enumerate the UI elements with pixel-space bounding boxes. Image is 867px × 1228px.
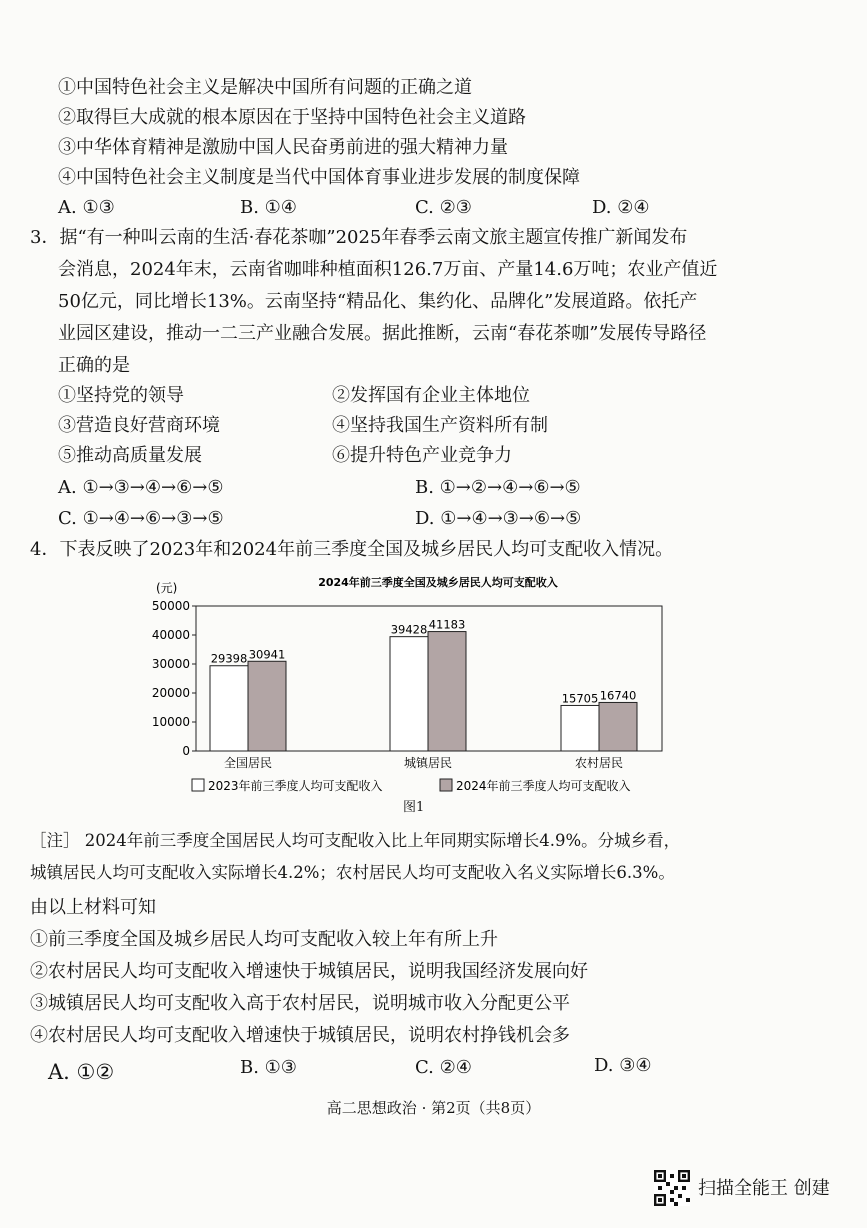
q4-item: ②农村居民人均可支配收入增速快于城镇居民，说明我国经济发展向好	[30, 961, 588, 982]
q4-note: 城镇居民人均可支配收入实际增长4.2%；农村居民人均可支配收入名义实际增长6.3%。	[30, 863, 675, 882]
y-tick-label: 0	[182, 744, 190, 758]
q3-item: ①坚持党的领导	[58, 385, 184, 406]
legend-label: 2023年前三季度人均可支配收入	[208, 779, 383, 793]
q2-item: ③中华体育精神是激励中国人民奋勇前进的强大精神力量	[58, 137, 508, 158]
data-label: 39428	[390, 622, 428, 637]
q4-item: ①前三季度全国及城乡居民人均可支配收入较上年有所上升	[30, 929, 498, 950]
q4-item: ③城镇居民人均可支配收入高于农村居民，说明城市收入分配更公平	[30, 993, 570, 1014]
q2-item: ①中国特色社会主义是解决中国所有问题的正确之道	[58, 77, 472, 98]
q4-option-c: C. ②④	[415, 1057, 472, 1078]
figure-caption: 图1	[403, 800, 425, 815]
data-label: 16740	[599, 688, 637, 703]
bar	[561, 705, 599, 751]
q4-note: ［注］ 2024年前三季度全国居民人均可支配收入比上年同期实际增长4.9%。分城乡看，	[30, 831, 681, 850]
category-label: 全国居民	[223, 756, 273, 770]
q3-stem: 3．据“有一种叫云南的生活·春花茶咖”2025年春季云南文旅主题宣传推广新闻发布	[30, 227, 688, 248]
q2-option-a: A. ①③	[58, 197, 115, 218]
legend-swatch	[192, 779, 204, 791]
category-label: 农村居民	[574, 756, 624, 770]
y-axis-unit: (元)	[156, 581, 178, 595]
q3-stem: 会消息，2024年末，云南省咖啡种植面积126.7万亩、产量14.6万吨；农业产值近	[58, 259, 718, 280]
y-tick-label: 50000	[151, 599, 190, 613]
chart-title: 2024年前三季度全国及城乡居民人均可支配收入	[318, 576, 558, 589]
q3-option-d: D. ①→④→③→⑥→⑤	[415, 508, 582, 529]
q3-stem: 50亿元，同比增长13%。云南坚持“精品化、集约化、品牌化”发展道路。依托产	[58, 291, 698, 312]
bar	[599, 702, 637, 751]
q3-option-a: A. ①→③→④→⑥→⑤	[58, 477, 224, 498]
income-bar-chart	[148, 568, 668, 828]
q2-option-b: B. ①④	[240, 197, 297, 218]
q3-item: ②发挥国有企业主体地位	[332, 385, 530, 406]
q4-option-b: B. ①③	[240, 1057, 297, 1078]
y-tick-label: 10000	[151, 715, 190, 729]
q2-option-c: C. ②③	[415, 197, 472, 218]
q3-item: ⑤推动高质量发展	[58, 445, 202, 466]
q3-stem: 业园区建设，推动一二三产业融合发展。据此推断，云南“春花茶咖”发展传导路径	[58, 323, 707, 344]
q4-item: ④农村居民人均可支配收入增速快于城镇居民，说明农村挣钱机会多	[30, 1025, 570, 1046]
data-label: 30941	[248, 647, 286, 662]
data-label: 29398	[210, 651, 248, 666]
bar	[248, 661, 286, 751]
bar	[428, 632, 466, 751]
q4-option-a: A. ①②	[48, 1060, 115, 1084]
data-label: 15705	[561, 691, 599, 706]
y-tick-label: 20000	[151, 686, 190, 700]
page-footer: 高二思想政治 · 第2页（共8页）	[326, 1099, 541, 1117]
q2-item: ④中国特色社会主义制度是当代中国体育事业进步发展的制度保障	[58, 167, 580, 188]
y-tick-label: 30000	[151, 657, 190, 671]
q3-item: ④坚持我国生产资料所有制	[332, 415, 548, 436]
scanner-watermark: 扫描全能王 创建	[698, 1178, 830, 1199]
q2-option-d: D. ②④	[592, 197, 650, 218]
q4-option-d: D. ③④	[594, 1055, 652, 1076]
legend-swatch	[440, 779, 452, 791]
category-label: 城镇居民	[403, 756, 453, 770]
bar	[390, 637, 428, 751]
q4-stem: 4．下表反映了2023年和2024年前三季度全国及城乡居民人均可支配收入情况。	[30, 539, 674, 560]
y-tick-label: 40000	[151, 628, 190, 642]
q3-option-c: C. ①→④→⑥→③→⑤	[58, 508, 224, 529]
q3-option-b: B. ①→②→④→⑥→⑤	[415, 477, 581, 498]
q3-item: ⑥提升特色产业竞争力	[332, 445, 512, 466]
legend-label: 2024年前三季度人均可支配收入	[456, 779, 631, 793]
q2-item: ②取得巨大成就的根本原因在于坚持中国特色社会主义道路	[58, 107, 526, 128]
data-label: 41183	[428, 617, 466, 632]
bar	[210, 666, 248, 751]
q3-item: ③营造良好营商环境	[58, 415, 220, 436]
qr-code-icon	[654, 1170, 690, 1206]
q4-lead: 由以上材料可知	[30, 897, 156, 918]
q3-stem: 正确的是	[58, 355, 130, 376]
